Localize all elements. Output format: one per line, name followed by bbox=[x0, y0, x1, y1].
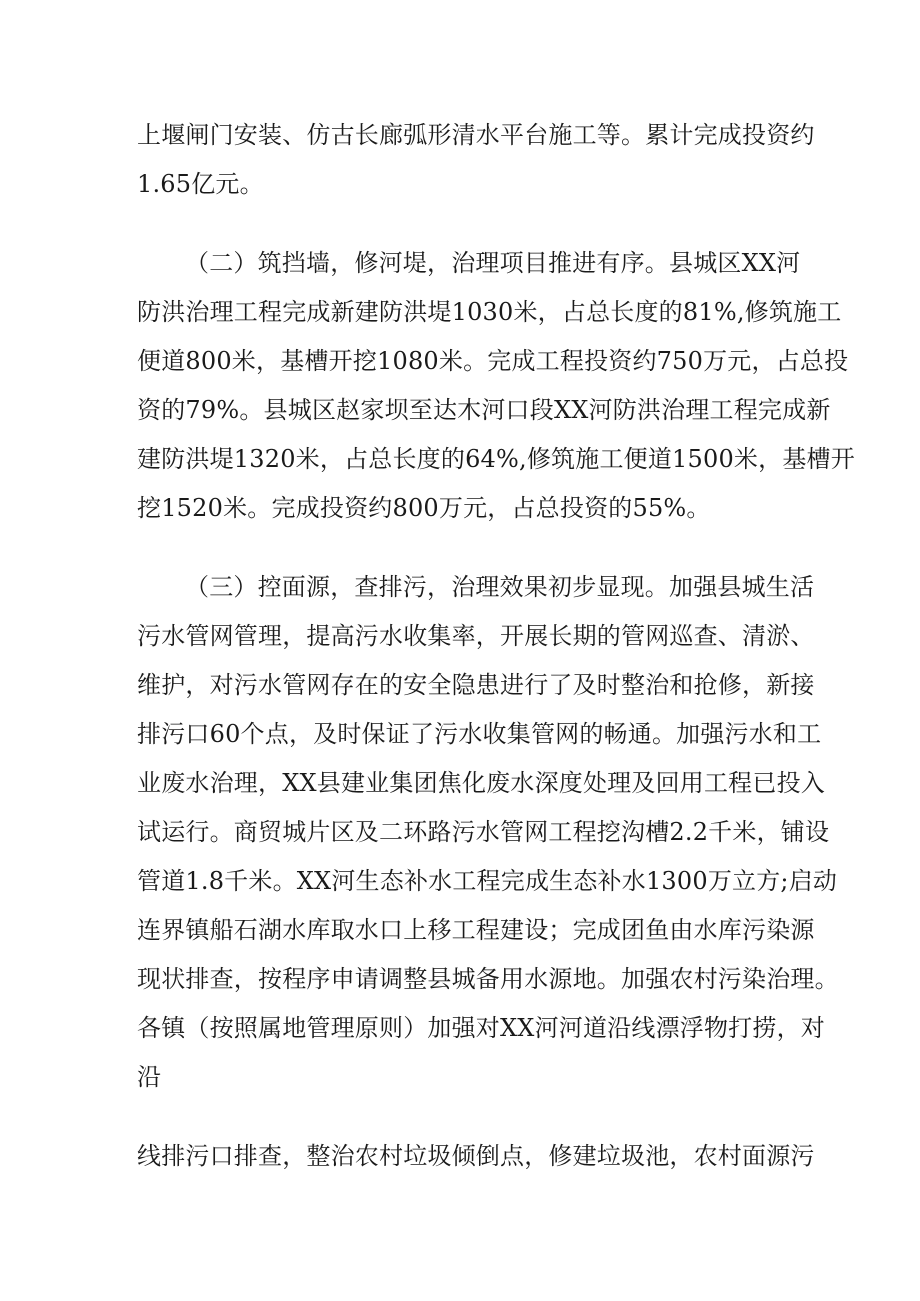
text-line-3: （二）筑挡墙，修河堤，治理项目推进有序。县城区XX河 bbox=[185, 249, 801, 277]
text-line-9: （三）控面源，查排污，治理效果初步显现。加强县城生活 bbox=[185, 573, 815, 601]
text-line-20: 线排污口排查，整治农村垃圾倾倒点，修建垃圾池，农村面源污 bbox=[137, 1142, 815, 1170]
text-line-12: 排污口60个点，及时保证了污水收集管网的畅通。加强污水和工 bbox=[137, 720, 822, 748]
text-line-16: 连界镇船石湖水库取水口上移工程建设；完成团鱼由水库污染源 bbox=[137, 916, 815, 944]
text-line-14: 试运行。商贸城片区及二环路污水管网工程挖沟槽2.2千米，铺设 bbox=[137, 818, 830, 846]
text-line-4: 防洪治理工程完成新建防洪堤1030米，占总长度的81%,修筑施工 bbox=[137, 298, 842, 326]
text-line-1: 上堰闸门安装、仿古长廊弧形清水平台施工等。累计完成投资约 bbox=[137, 121, 815, 149]
text-line-6: 资的79%。县城区赵家坝至达木河口段XX河防洪治理工程完成新 bbox=[137, 396, 831, 424]
text-line-8: 挖1520米。完成投资约800万元，占总投资的55%。 bbox=[137, 494, 711, 522]
text-line-19: 沿 bbox=[137, 1063, 162, 1091]
text-line-5: 便道800米，基槽开挖1080米。完成工程投资约750万元，占总投 bbox=[137, 347, 849, 375]
text-line-18: 各镇（按照属地管理原则）加强对XX河河道沿线漂浮物打捞，对 bbox=[137, 1014, 825, 1042]
text-line-15: 管道1.8千米。XX河生态补水工程完成生态补水1300万立方;启动 bbox=[137, 867, 838, 895]
text-line-10: 污水管网管理，提高污水收集率，开展长期的管网巡查、清淤、 bbox=[137, 622, 815, 650]
text-line-7: 建防洪堤1320米，占总长度的64%,修筑施工便道1500米，基槽开 bbox=[137, 445, 855, 473]
text-line-11: 维护，对污水管网存在的安全隐患进行了及时整治和抢修，新接 bbox=[137, 671, 815, 699]
text-line-2: 1.65亿元。 bbox=[137, 170, 264, 198]
text-line-13: 业废水治理，XX县建业集团焦化废水深度处理及回用工程已投入 bbox=[137, 769, 825, 797]
text-line-17: 现状排查，按程序申请调整县城备用水源地。加强农村污染治理。 bbox=[137, 965, 839, 993]
